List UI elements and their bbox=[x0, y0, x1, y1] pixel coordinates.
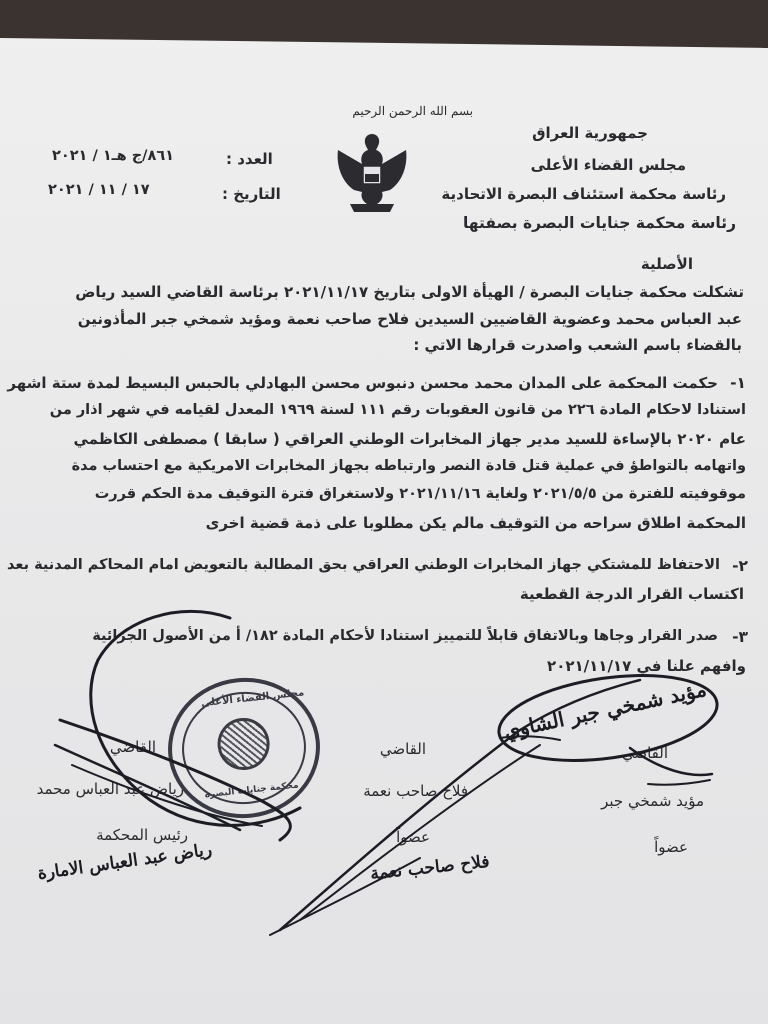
ruling-1-number: ١- bbox=[730, 374, 746, 392]
ruling-1-line-2: استنادا لاحكام المادة ٢٢٦ من قانون العقوبات رقم ١١١ لسنة ١٩٦٩ المعدل لقيامه في شهر اذار من bbox=[49, 402, 746, 418]
ruling-2-number: ٢- bbox=[732, 557, 748, 575]
ruling-3-number: ٣- bbox=[732, 628, 748, 646]
judge3-role: رئيس المحكمة bbox=[96, 826, 188, 844]
judge1-name: مؤيد شمخي جبر bbox=[601, 792, 704, 810]
number-value: ٨٦١/ج هـ١ / ٢٠٢١ bbox=[52, 148, 175, 164]
judge1-handwritten-signature: مؤيد شمخي جبر الشاوي bbox=[501, 676, 709, 744]
judge1-role: عضواً bbox=[654, 838, 688, 856]
date-value: ١٧ / ١١ / ٢٠٢١ bbox=[48, 182, 150, 198]
judge3-title: القاضي bbox=[109, 738, 156, 756]
number-label: العدد : bbox=[226, 150, 273, 168]
intro-line-3: بالقضاء باسم الشعب واصدرت قرارها الاتي : bbox=[413, 336, 742, 354]
ruling-3-line-1: صدر القرار وجاها وبالاتفاق قابلاً للتمييز استنادا لأحكام المادة ١٨٢/ أ من الأصول الجزائية bbox=[92, 628, 718, 644]
judge2-role: عضواً bbox=[396, 828, 430, 846]
ruling-1-line-5: موقوفيته للفترة من ٢٠٢١/٥/٥ ولغاية ٢٠٢١/١١/١٦ ولاستغراق فترة التوقيف مدة الحكم قررت bbox=[94, 486, 746, 502]
stamp-inner-text: محكمة جنايات البصرة bbox=[204, 780, 300, 801]
judge2-title: القاضي bbox=[379, 740, 426, 758]
ruling-3-line-2: وافهم علنا في ٢٠٢١/١١/١٧ bbox=[547, 657, 746, 675]
ruling-2-line-2: اكتساب القرار الدرجة القطعية bbox=[519, 585, 744, 603]
original-label: الأصلية bbox=[640, 255, 693, 273]
ruling-1-line-1: حكمت المحكمة على المدان محمد محسن دنبوس محسن البهادلي بالحبس البسيط لمدة ستة اشهر bbox=[7, 374, 718, 392]
intro-line-1: تشكلت محكمة جنايات البصرة / الهيأة الاولى بتاريخ ٢٠٢١/١١/١٧ برئاسة القاضي السيد رياض bbox=[75, 283, 744, 301]
ruling-1-line-6: المحكمة اطلاق سراحه من التوقيف مالم يكن مطلوبا على ذمة قضية اخرى bbox=[205, 514, 746, 532]
judge3-name: رياض عبد العباس محمد bbox=[36, 780, 184, 798]
appeal-court-name: رئاسة محكمة استئناف البصرة الاتحادية bbox=[441, 185, 726, 203]
judge1-title: القاضي bbox=[621, 744, 668, 762]
ruling-1-line-3: عام ٢٠٢٠ بالإساءة للسيد مدير جهاز المخابرات الوطني العراقي ( سابقا ) مصطفى الكاظمي bbox=[73, 430, 746, 448]
stamp-outer-text: مجلس القضاء الأعلى bbox=[200, 687, 305, 710]
date-label: التاريخ : bbox=[222, 185, 281, 203]
ruling-1-line-4: واتهامه بالتواطؤ في عملية قتل قادة النصر وارتباطه بجهاز المخابرات الامريكية مع احتساب مدة bbox=[71, 458, 746, 474]
intro-line-2: عبد العباس محمد وعضوية القاضيين السيدين فلاح صاحب نعمة ومؤيد شمخي جبر المأذونين bbox=[77, 310, 742, 328]
council-name: مجلس القضاء الأعلى bbox=[530, 156, 686, 174]
judge2-name: فلاح صاحب نعمة bbox=[363, 782, 468, 800]
criminal-court-name: رئاسة محكمة جنايات البصرة بصفتها bbox=[462, 214, 736, 232]
ruling-2-line-1: الاحتفاظ للمشتكي جهاز المخابرات الوطني العراقي بحق المطالبة بالتعويض امام المحاكم المدنية بعد bbox=[7, 557, 720, 573]
basmala: بسم الله الرحمن الرحيم bbox=[352, 104, 473, 118]
republic-name: جمهورية العراق bbox=[532, 124, 648, 142]
judge3-handwritten-signature: رياض عبد العباس الامارة bbox=[36, 839, 214, 885]
judge2-handwritten-signature: فلاح صاحب نعمة bbox=[369, 851, 491, 885]
